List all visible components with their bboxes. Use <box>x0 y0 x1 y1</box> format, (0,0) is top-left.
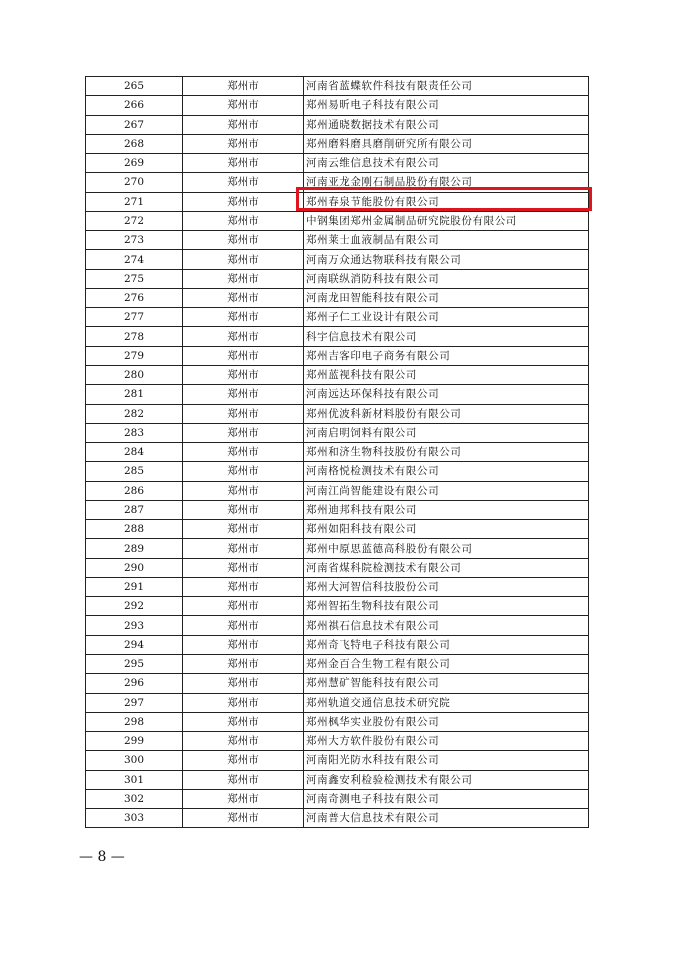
table-row <box>86 115 589 134</box>
company-name-cell: 郑州大方软件股份有限公司 <box>304 732 589 751</box>
row-number-cell: 285 <box>86 462 183 481</box>
row-number-cell: 294 <box>86 635 183 654</box>
row-number-cell: 271 <box>86 192 183 211</box>
table-row <box>86 789 589 808</box>
row-number-cell: 273 <box>86 231 183 250</box>
row-number-cell: 283 <box>86 423 183 442</box>
row-number-cell: 296 <box>86 674 183 693</box>
table-row <box>86 481 589 500</box>
company-name-cell: 河南奇测电子科技有限公司 <box>304 789 589 808</box>
company-name-cell: 郑州中原思蓝德高科股份有限公司 <box>304 539 589 558</box>
row-number-cell: 266 <box>86 96 183 115</box>
table-row <box>86 539 589 558</box>
table-row <box>86 250 589 269</box>
company-name-cell: 河南省蓝蝶软件科技有限责任公司 <box>304 77 589 96</box>
table-row <box>86 231 589 250</box>
city-cell: 郑州市 <box>183 231 304 250</box>
row-number-cell: 300 <box>86 751 183 770</box>
row-number-cell: 286 <box>86 481 183 500</box>
city-cell: 郑州市 <box>183 635 304 654</box>
company-name-cell: 河南龙田智能科技有限公司 <box>304 288 589 307</box>
table-row <box>86 288 589 307</box>
city-cell: 郑州市 <box>183 115 304 134</box>
table-row <box>86 654 589 673</box>
company-name-cell: 河南联纵消防科技有限公司 <box>304 269 589 288</box>
city-cell: 郑州市 <box>183 288 304 307</box>
table-row <box>86 616 589 635</box>
company-name-cell: 河南江尚智能建设有限公司 <box>304 481 589 500</box>
table-row <box>86 173 589 192</box>
row-number-cell: 282 <box>86 404 183 423</box>
company-name-cell: 郑州春泉节能股份有限公司 <box>304 192 589 211</box>
company-name-cell: 河南鑫安利检验检测技术有限公司 <box>304 770 589 789</box>
company-name-cell: 郑州易昕电子科技有限公司 <box>304 96 589 115</box>
company-list-table <box>85 76 589 828</box>
row-number-cell: 270 <box>86 173 183 192</box>
company-name-cell: 郑州蓝视科技有限公司 <box>304 365 589 384</box>
city-cell: 郑州市 <box>183 809 304 828</box>
table-row <box>86 308 589 327</box>
city-cell: 郑州市 <box>183 500 304 519</box>
table-row <box>86 770 589 789</box>
city-cell: 郑州市 <box>183 539 304 558</box>
row-number-cell: 291 <box>86 577 183 596</box>
company-name-cell: 郑州磨料磨具磨削研究所有限公司 <box>304 134 589 153</box>
table-row <box>86 597 589 616</box>
city-cell: 郑州市 <box>183 423 304 442</box>
row-number-cell: 290 <box>86 558 183 577</box>
row-number-cell: 288 <box>86 520 183 539</box>
city-cell: 郑州市 <box>183 192 304 211</box>
city-cell: 郑州市 <box>183 577 304 596</box>
table-row <box>86 751 589 770</box>
company-name-cell: 河南省煤科院检测技术有限公司 <box>304 558 589 577</box>
table-row <box>86 500 589 519</box>
table-row <box>86 77 589 96</box>
row-number-cell: 303 <box>86 809 183 828</box>
table-row <box>86 404 589 423</box>
company-name-cell: 河南云维信息技术有限公司 <box>304 154 589 173</box>
row-number-cell: 297 <box>86 693 183 712</box>
company-name-cell: 郑州智拓生物科技有限公司 <box>304 597 589 616</box>
row-number-cell: 284 <box>86 443 183 462</box>
row-number-cell: 265 <box>86 77 183 96</box>
table-row <box>86 462 589 481</box>
company-name-cell: 河南启明饲料有限公司 <box>304 423 589 442</box>
city-cell: 郑州市 <box>183 674 304 693</box>
city-cell: 郑州市 <box>183 308 304 327</box>
city-cell: 郑州市 <box>183 712 304 731</box>
company-name-cell: 河南亚龙金刚石制品股份有限公司 <box>304 173 589 192</box>
city-cell: 郑州市 <box>183 404 304 423</box>
row-number-cell: 295 <box>86 654 183 673</box>
table-row <box>86 732 589 751</box>
table-row <box>86 443 589 462</box>
company-name-cell: 郑州吉客印电子商务有限公司 <box>304 346 589 365</box>
city-cell: 郑州市 <box>183 211 304 230</box>
table-row <box>86 577 589 596</box>
table-row <box>86 96 589 115</box>
table-row <box>86 269 589 288</box>
company-name-cell: 河南普大信息技术有限公司 <box>304 809 589 828</box>
company-name-cell: 郑州轨道交通信息技术研究院 <box>304 693 589 712</box>
company-name-cell: 郑州和济生物科技股份有限公司 <box>304 443 589 462</box>
table-body <box>86 77 589 828</box>
row-number-cell: 293 <box>86 616 183 635</box>
city-cell: 郑州市 <box>183 597 304 616</box>
table-row <box>86 693 589 712</box>
table-row <box>86 211 589 230</box>
city-cell: 郑州市 <box>183 616 304 635</box>
company-name-cell: 河南格悦检测技术有限公司 <box>304 462 589 481</box>
city-cell: 郑州市 <box>183 77 304 96</box>
table-row <box>86 712 589 731</box>
company-name-cell: 郑州通晓数据技术有限公司 <box>304 115 589 134</box>
company-name-cell: 科宇信息技术有限公司 <box>304 327 589 346</box>
row-number-cell: 276 <box>86 288 183 307</box>
row-number-cell: 277 <box>86 308 183 327</box>
table-row <box>86 154 589 173</box>
table-row <box>86 134 589 153</box>
company-name-cell: 郑州大河智信科技股份公司 <box>304 577 589 596</box>
company-name-cell: 郑州优波科新材料股份有限公司 <box>304 404 589 423</box>
company-name-cell: 郑州慧矿智能科技有限公司 <box>304 674 589 693</box>
table-row <box>86 365 589 384</box>
city-cell: 郑州市 <box>183 173 304 192</box>
row-number-cell: 292 <box>86 597 183 616</box>
city-cell: 郑州市 <box>183 654 304 673</box>
company-name-cell: 河南万众通达物联科技有限公司 <box>304 250 589 269</box>
company-name-cell: 中钢集团郑州金属制品研究院股份有限公司 <box>304 211 589 230</box>
row-number-cell: 269 <box>86 154 183 173</box>
company-name-cell: 郑州枫华实业股份有限公司 <box>304 712 589 731</box>
city-cell: 郑州市 <box>183 250 304 269</box>
company-name-cell: 郑州奇飞特电子科技有限公司 <box>304 635 589 654</box>
city-cell: 郑州市 <box>183 693 304 712</box>
table-row <box>86 327 589 346</box>
city-cell: 郑州市 <box>183 269 304 288</box>
company-name-cell: 郑州祺石信息技术有限公司 <box>304 616 589 635</box>
row-number-cell: 280 <box>86 365 183 384</box>
row-number-cell: 268 <box>86 134 183 153</box>
row-number-cell: 302 <box>86 789 183 808</box>
row-number-cell: 287 <box>86 500 183 519</box>
row-number-cell: 289 <box>86 539 183 558</box>
company-name-cell: 郑州迪邦科技有限公司 <box>304 500 589 519</box>
city-cell: 郑州市 <box>183 520 304 539</box>
city-cell: 郑州市 <box>183 443 304 462</box>
row-number-cell: 299 <box>86 732 183 751</box>
table-row <box>86 558 589 577</box>
table-row <box>86 809 589 828</box>
company-name-cell: 河南远达环保科技有限公司 <box>304 385 589 404</box>
table-row <box>86 346 589 365</box>
city-cell: 郑州市 <box>183 751 304 770</box>
page-number: — 8 — <box>79 849 125 865</box>
city-cell: 郑州市 <box>183 558 304 577</box>
city-cell: 郑州市 <box>183 385 304 404</box>
city-cell: 郑州市 <box>183 789 304 808</box>
table-row <box>86 423 589 442</box>
city-cell: 郑州市 <box>183 154 304 173</box>
company-name-cell: 河南阳光防水科技有限公司 <box>304 751 589 770</box>
city-cell: 郑州市 <box>183 365 304 384</box>
row-number-cell: 298 <box>86 712 183 731</box>
company-name-cell: 郑州如阳科技有限公司 <box>304 520 589 539</box>
city-cell: 郑州市 <box>183 481 304 500</box>
row-number-cell: 278 <box>86 327 183 346</box>
row-number-cell: 267 <box>86 115 183 134</box>
table-row <box>86 674 589 693</box>
company-name-cell: 郑州莱士血液制品有限公司 <box>304 231 589 250</box>
table-row <box>86 635 589 654</box>
city-cell: 郑州市 <box>183 346 304 365</box>
city-cell: 郑州市 <box>183 134 304 153</box>
table-row <box>86 385 589 404</box>
row-number-cell: 274 <box>86 250 183 269</box>
city-cell: 郑州市 <box>183 462 304 481</box>
company-name-cell: 郑州子仁工业设计有限公司 <box>304 308 589 327</box>
row-number-cell: 275 <box>86 269 183 288</box>
city-cell: 郑州市 <box>183 770 304 789</box>
company-name-cell: 郑州金百合生物工程有限公司 <box>304 654 589 673</box>
row-number-cell: 279 <box>86 346 183 365</box>
table-row <box>86 520 589 539</box>
table-row <box>86 192 589 211</box>
row-number-cell: 301 <box>86 770 183 789</box>
row-number-cell: 272 <box>86 211 183 230</box>
row-number-cell: 281 <box>86 385 183 404</box>
city-cell: 郑州市 <box>183 732 304 751</box>
city-cell: 郑州市 <box>183 327 304 346</box>
city-cell: 郑州市 <box>183 96 304 115</box>
